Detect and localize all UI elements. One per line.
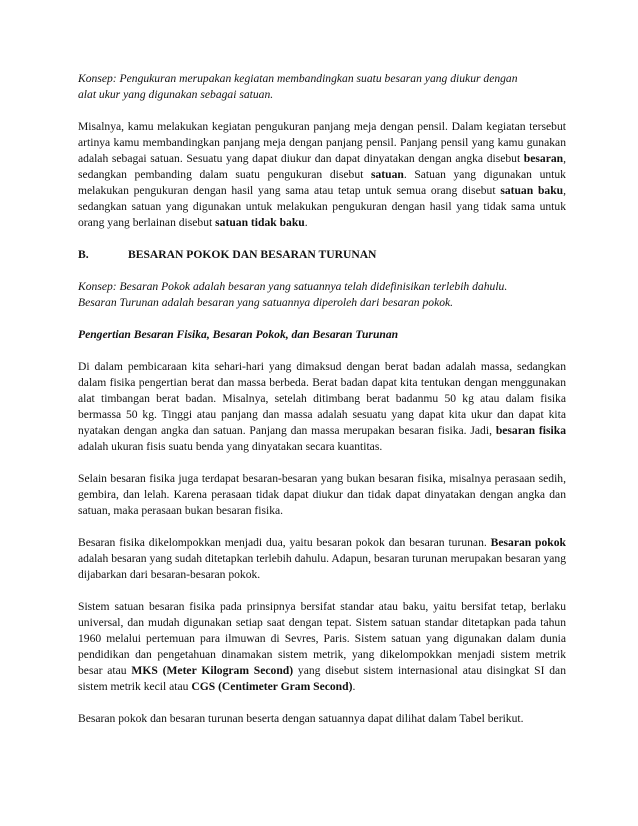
text-run: adalah ukuran fisis suatu benda yang dinyatakan secara kuantitas. (78, 440, 383, 453)
text-run: . (304, 216, 308, 229)
text-run: yang disebut sistem internasional atau disingkat SI dan sistem metrik kecil atau (78, 664, 566, 693)
section-number: B. (78, 248, 89, 261)
term-besaran: besaran (523, 152, 564, 165)
section-heading-b (78, 247, 566, 263)
term-satuan-tidak-baku: satuan tidak baku (215, 216, 305, 229)
document-page (78, 71, 566, 743)
konsep-besaran (78, 279, 566, 311)
term-mks: MKS (Meter Kilogram Second) (131, 664, 294, 677)
text-run: adalah besaran yang sudah ditetapkan terlebih dahulu. Adapun, besaran turunan merupakan besaran yang dijabarkan dari besaran-besaran pokok. (78, 552, 566, 581)
konsep-pengukuran-line1: Konsep: Pengukuran merupakan kegiatan membandingkan suatu besaran yang diukur dengan (78, 72, 518, 85)
paragraph-tabel: Besaran pokok dan besaran turunan beserta dengan satuannya dapat dilihat dalam Tabel berikut. (78, 712, 524, 725)
text-run: Besaran fisika dikelompokkan menjadi dua, yaitu besaran pokok dan besaran turunan. (78, 536, 491, 549)
text-run: . Satuan yang digunakan untuk melakukan pengukuran dengan hasil yang sama atau tetap untuk semua orang disebut (78, 168, 566, 197)
text-run: Misalnya, kamu melakukan kegiatan pengukuran panjang meja dengan pensil. Dalam kegiatan tersebut artinya kamu membandingkan panjang meja dengan panjang pensil. Panjang pensil yang kamu gunakan adalah sebagai satuan. Sesuatu yang dapat diukur dan dapat dinyatakan dengan angka disebut (78, 120, 566, 165)
konsep-pengukuran (78, 71, 566, 103)
term-cgs: CGS (Centimeter Gram Second) (191, 680, 353, 693)
subheading: Pengertian Besaran Fisika, Besaran Pokok, dan Besaran Turunan (78, 328, 399, 341)
text-run: Sistem satuan besaran fisika pada prinsipnya bersifat standar atau baku, yaitu bersifat tetap, berlaku universal, dan mudah digunakan setiap saat dengan tepat. Sistem satuan standar ditetapkan pada tahun 1960 melalui pertemuan para ilmuwan di Sevres, Paris. Sistem satuan yang digunakan dalam dunia pendidikan dan pengetahuan dinamakan sistem metrik, yang dikelompokkan menjadi sistem metrik besar atau (78, 600, 566, 677)
konsep-besaran-line1: Konsep: Besaran Pokok adalah besaran yang satuannya telah didefinisikan terlebih dahulu. (78, 280, 508, 293)
paragraph-sistem-satuan (78, 599, 566, 695)
konsep-pengukuran-line2: alat ukur yang digunakan sebagai satuan. (78, 88, 274, 101)
konsep-besaran-line2: Besaran Turunan adalah besaran yang satuannya diperoleh dari besaran pokok. (78, 296, 454, 309)
term-satuan-baku: satuan baku (500, 184, 564, 197)
section-title: BESARAN POKOK DAN BESARAN TURUNAN (128, 248, 377, 261)
term-satuan: satuan (370, 168, 404, 181)
paragraph-perasaan: Selain besaran fisika juga terdapat besaran-besaran yang bukan besaran fisika, misalnya perasaan sedih, gembira, dan lelah. Karena perasaan tidak dapat diukur dan tidak dapat dinyatakan dengan angka dan satuan, maka perasaan bukan besaran fisika. (78, 472, 566, 517)
paragraph-besaran-fisika (78, 359, 566, 455)
text-run: , sedangkan satuan yang digunakan untuk melakukan pengukuran dengan hasil yang tidak sama untuk orang yang berlainan disebut (78, 184, 566, 229)
term-besaran-fisika: besaran fisika (495, 424, 566, 437)
text-run: , sedangkan pembanding dalam suatu pengukuran disebut (78, 152, 566, 181)
text-run: . (352, 680, 356, 693)
paragraph-kelompok (78, 535, 566, 583)
text-run: Di dalam pembicaraan kita sehari-hari yang dimaksud dengan berat badan adalah massa, sedangkan dalam fisika pengertian berat dan massa berbeda. Berat badan dapat kita tentukan dengan menggunakan alat timbangan berat badan. Misalnya, setelah ditimbang berat badanmu 50 kg atau dalam fisika bermassa 50 kg. Tinggi atau panjang dan massa adalah sesuatu yang dapat kita ukur dan dapat kita nyatakan dengan angka dan satuan. Panjang dan massa merupakan besaran fisika. Jadi, (78, 360, 566, 437)
term-besaran-pokok: Besaran pokok (490, 536, 566, 549)
paragraph-pengukuran (78, 119, 566, 231)
